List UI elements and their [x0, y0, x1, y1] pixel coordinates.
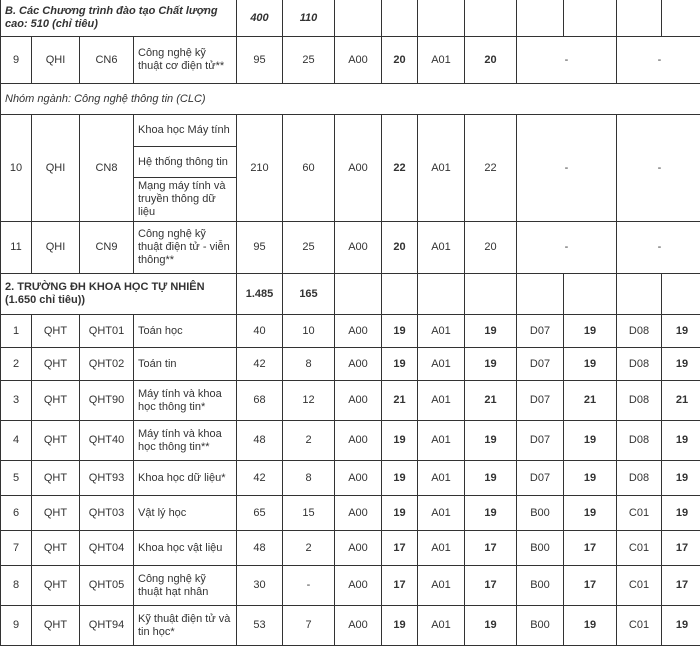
block-2: A01: [418, 381, 465, 421]
score-3: 19: [564, 461, 617, 496]
score-1: 17: [382, 531, 418, 566]
major-name: Khoa học vật liệu: [134, 531, 237, 566]
score-3: 19: [564, 421, 617, 461]
major-code: CN9: [80, 222, 134, 274]
block-4: -: [617, 37, 700, 84]
quota-2: 8: [283, 348, 335, 381]
table-row: [1, 315, 700, 348]
score-2: 21: [465, 381, 517, 421]
major-code: QHT93: [80, 461, 134, 496]
row-no: 3: [1, 381, 32, 421]
school-code: QHT: [32, 315, 80, 348]
major-name: Toán tin: [134, 348, 237, 381]
row-no: 9: [1, 606, 32, 646]
block-3: D07: [517, 461, 564, 496]
block-4: C01: [617, 496, 662, 531]
major-code: QHT01: [80, 315, 134, 348]
quota-1: 48: [237, 421, 283, 461]
score-1: 20: [382, 37, 418, 84]
score-4: 19: [662, 461, 700, 496]
score-4: 19: [662, 606, 700, 646]
score-1: 17: [382, 566, 418, 606]
block-3: -: [517, 37, 617, 84]
quota-1: 95: [237, 222, 283, 274]
quota-2: 12: [283, 381, 335, 421]
major-name: Khoa học Máy tính: [134, 115, 237, 147]
row-no: 10: [1, 115, 32, 222]
table-row: [1, 566, 700, 606]
score-1: 19: [382, 606, 418, 646]
block-3: D07: [517, 315, 564, 348]
block-1: A00: [335, 381, 382, 421]
quota-1: 40: [237, 315, 283, 348]
table-row: [1, 496, 700, 531]
score-2: 19: [465, 461, 517, 496]
major-name: Toán học: [134, 315, 237, 348]
score-2: 19: [465, 315, 517, 348]
section-2-quota: 1.485: [237, 274, 283, 315]
table-row: [1, 531, 700, 566]
quota-1: 30: [237, 566, 283, 606]
score-1: 19: [382, 421, 418, 461]
quota-1: 95: [237, 37, 283, 84]
table-row: [1, 606, 700, 646]
major-name: Máy tính và khoa học thông tin**: [134, 421, 237, 461]
quota-2: 10: [283, 315, 335, 348]
major-name: Công nghệ kỹ thuật cơ điện tử**: [134, 37, 237, 84]
block-2: A01: [418, 315, 465, 348]
table-row: [1, 461, 700, 496]
block-3: B00: [517, 531, 564, 566]
row-no: 1: [1, 315, 32, 348]
score-3: 19: [564, 606, 617, 646]
score-2: 19: [465, 606, 517, 646]
table-row: [1, 37, 700, 84]
score-2: 17: [465, 531, 517, 566]
quota-1: 68: [237, 381, 283, 421]
score-3: 19: [564, 496, 617, 531]
block-1: A00: [335, 531, 382, 566]
row-no: 9: [1, 37, 32, 84]
major-name: Công nghệ kỹ thuật điện tử - viễn thông**: [134, 222, 237, 274]
score-1: 20: [382, 222, 418, 274]
major-code: CN6: [80, 37, 134, 84]
section-b-title: B. Các Chương trình đào tạo Chất lượng cao: 510 (chỉ tiêu): [1, 0, 237, 37]
block-1: A00: [335, 315, 382, 348]
block-2: A01: [418, 566, 465, 606]
section-2-quota2: 165: [283, 274, 335, 315]
block-3: -: [517, 222, 617, 274]
major-code: QHT02: [80, 348, 134, 381]
block-3: D07: [517, 421, 564, 461]
block-1: A00: [335, 115, 382, 222]
row-no: 4: [1, 421, 32, 461]
quota-1: 42: [237, 461, 283, 496]
block-4: -: [617, 222, 700, 274]
score-3: 17: [564, 566, 617, 606]
score-2: 20: [465, 37, 517, 84]
score-1: 19: [382, 496, 418, 531]
section-2-title: 2. TRƯỜNG ĐH KHOA HỌC TỰ NHIÊN (1.650 chỉ tiêu)): [1, 274, 237, 315]
group-title: Nhóm ngành: Công nghệ thông tin (CLC): [1, 84, 700, 115]
row-no: 5: [1, 461, 32, 496]
section-b-quota: 400: [237, 0, 283, 37]
score-3: 19: [564, 315, 617, 348]
row-no: 11: [1, 222, 32, 274]
score-3: 21: [564, 381, 617, 421]
score-2: 19: [465, 421, 517, 461]
group-row: [1, 84, 700, 115]
major-name: Khoa học dữ liệu*: [134, 461, 237, 496]
quota-1: 210: [237, 115, 283, 222]
score-1: 22: [382, 115, 418, 222]
quota-2: 25: [283, 222, 335, 274]
score-3: 19: [564, 348, 617, 381]
block-4: C01: [617, 606, 662, 646]
block-3: B00: [517, 606, 564, 646]
block-2: A01: [418, 421, 465, 461]
block-4: D08: [617, 315, 662, 348]
major-code: QHT05: [80, 566, 134, 606]
block-1: A00: [335, 348, 382, 381]
block-2: A01: [418, 37, 465, 84]
score-2: 17: [465, 566, 517, 606]
school-code: QHI: [32, 115, 80, 222]
block-3: B00: [517, 566, 564, 606]
block-4: D08: [617, 348, 662, 381]
major-code: QHT03: [80, 496, 134, 531]
quota-1: 48: [237, 531, 283, 566]
major-name: Kỹ thuật điện tử và tin học*: [134, 606, 237, 646]
score-2: 19: [465, 348, 517, 381]
major-code: QHT94: [80, 606, 134, 646]
block-1: A00: [335, 222, 382, 274]
block-4: D08: [617, 381, 662, 421]
block-3: -: [517, 115, 617, 222]
quota-2: 2: [283, 531, 335, 566]
table-row: [1, 381, 700, 421]
block-2: A01: [418, 461, 465, 496]
score-4: 21: [662, 381, 700, 421]
block-2: A01: [418, 222, 465, 274]
quota-2: 60: [283, 115, 335, 222]
row-no: 8: [1, 566, 32, 606]
row-no: 6: [1, 496, 32, 531]
score-2: 19: [465, 496, 517, 531]
major-code: QHT04: [80, 531, 134, 566]
quota-2: 15: [283, 496, 335, 531]
quota-1: 42: [237, 348, 283, 381]
table-row: [1, 348, 700, 381]
major-code: QHT40: [80, 421, 134, 461]
block-1: A00: [335, 606, 382, 646]
school-code: QHT: [32, 566, 80, 606]
score-4: 19: [662, 348, 700, 381]
section-2-row: [1, 274, 700, 315]
major-code: CN8: [80, 115, 134, 222]
block-4: C01: [617, 566, 662, 606]
school-code: QHT: [32, 531, 80, 566]
school-code: QHT: [32, 381, 80, 421]
block-2: A01: [418, 496, 465, 531]
block-2: A01: [418, 531, 465, 566]
score-4: 17: [662, 531, 700, 566]
school-code: QHI: [32, 37, 80, 84]
major-name: Máy tính và khoa học thông tin*: [134, 381, 237, 421]
block-1: A00: [335, 37, 382, 84]
block-2: A01: [418, 606, 465, 646]
row-no: 7: [1, 531, 32, 566]
score-2: 20: [465, 222, 517, 274]
score-2: 22: [465, 115, 517, 222]
score-3: 17: [564, 531, 617, 566]
block-2: A01: [418, 115, 465, 222]
score-4: 17: [662, 566, 700, 606]
major-name: Công nghệ kỹ thuật hạt nhân: [134, 566, 237, 606]
score-4: 19: [662, 421, 700, 461]
score-4: 19: [662, 315, 700, 348]
block-4: D08: [617, 461, 662, 496]
school-code: QHT: [32, 606, 80, 646]
block-3: B00: [517, 496, 564, 531]
block-1: A00: [335, 461, 382, 496]
school-code: QHT: [32, 461, 80, 496]
major-name: Hệ thống thông tin: [134, 147, 237, 178]
school-code: QHT: [32, 421, 80, 461]
block-2: A01: [418, 348, 465, 381]
table-row: [1, 421, 700, 461]
quota-1: 65: [237, 496, 283, 531]
row-no: 2: [1, 348, 32, 381]
quota-2: 7: [283, 606, 335, 646]
quota-2: -: [283, 566, 335, 606]
block-4: C01: [617, 531, 662, 566]
major-name: Vật lý học: [134, 496, 237, 531]
block-3: D07: [517, 381, 564, 421]
school-code: QHI: [32, 222, 80, 274]
block-1: A00: [335, 421, 382, 461]
block-1: A00: [335, 566, 382, 606]
quota-2: 8: [283, 461, 335, 496]
score-1: 21: [382, 381, 418, 421]
section-b-quota2: 110: [283, 0, 335, 37]
school-code: QHT: [32, 496, 80, 531]
score-1: 19: [382, 348, 418, 381]
school-code: QHT: [32, 348, 80, 381]
section-b-row: [1, 0, 700, 37]
table-row: [1, 115, 700, 147]
major-code: QHT90: [80, 381, 134, 421]
quota-1: 53: [237, 606, 283, 646]
quota-2: 2: [283, 421, 335, 461]
block-4: -: [617, 115, 700, 222]
score-1: 19: [382, 315, 418, 348]
quota-2: 25: [283, 37, 335, 84]
block-4: D08: [617, 421, 662, 461]
block-3: D07: [517, 348, 564, 381]
major-name: Mạng máy tính và truyền thông dữ liệu: [134, 178, 237, 222]
score-1: 19: [382, 461, 418, 496]
table-row: [1, 222, 700, 274]
block-1: A00: [335, 496, 382, 531]
score-4: 19: [662, 496, 700, 531]
